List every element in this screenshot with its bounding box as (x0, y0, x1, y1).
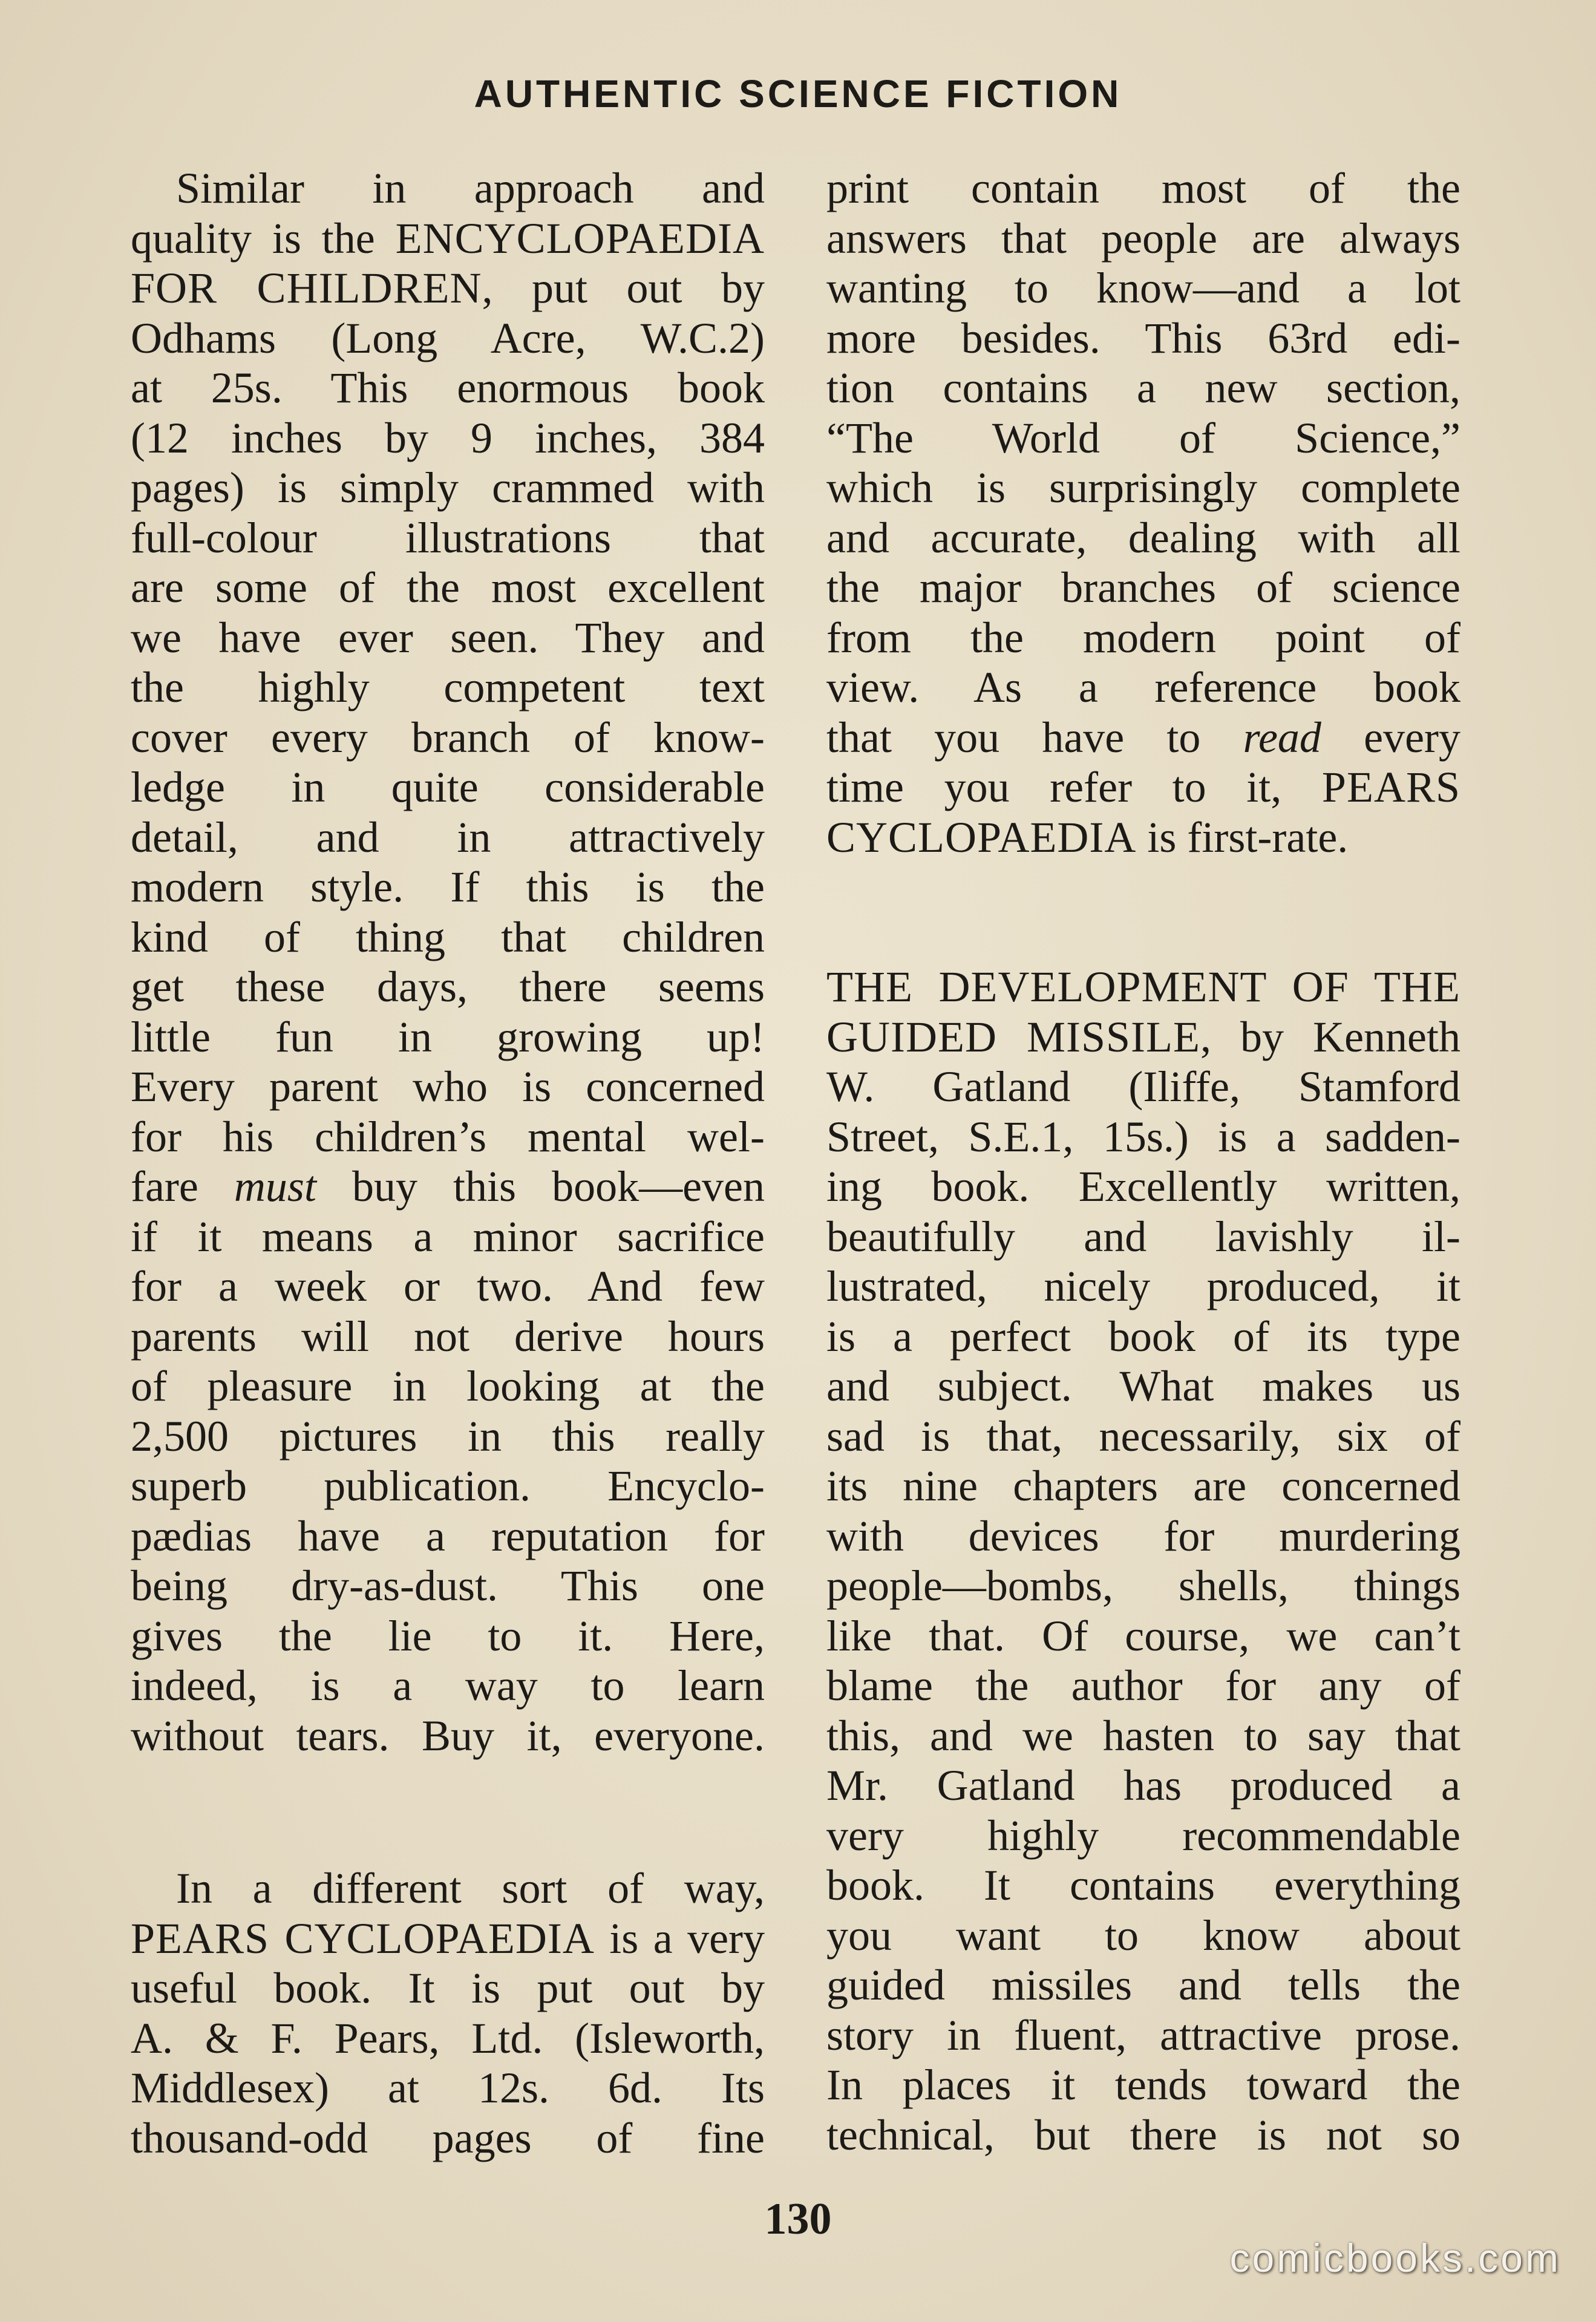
text-line: Mr. Gatland has produced a (826, 1761, 1460, 1810)
book-title: CYCLOPAEDIA (826, 813, 1137, 862)
text-line: technical, but there is not so (826, 2110, 1460, 2159)
text-line: time you refer to it, PEARS (826, 763, 1461, 811)
book-title: THE DEVELOPMENT OF THE (826, 963, 1460, 1011)
book-title: FOR CHILDREN (131, 264, 482, 312)
text-line: Every parent who is concerned (131, 1062, 765, 1111)
text-line: gives the lie to it. Here, (131, 1611, 765, 1660)
text-line: is a perfect book of its type (826, 1312, 1460, 1361)
text-line: (12 inches by 9 inches, 384 (131, 413, 765, 462)
text-line: kind of thing that children (131, 912, 765, 961)
text-line: print contain most of the (826, 164, 1460, 212)
text-line: pædias have a reputation for (131, 1511, 765, 1560)
text-line: Middlesex) at 12s. 6d. Its (131, 2064, 765, 2112)
emphasis: read (1243, 713, 1321, 762)
text-line: A. & F. Pears, Ltd. (Isleworth, (131, 2013, 765, 2062)
text-line: quality is the ENCYCLOPAEDIA (131, 214, 765, 263)
text-line: we have ever seen. They and (131, 613, 765, 662)
text-line: this, and we hasten to say that (826, 1711, 1460, 1760)
text-line: little fun in growing up! (131, 1012, 765, 1061)
text-line: of pleasure in looking at the (131, 1362, 765, 1410)
text-line: if it means a minor sacrifice (131, 1212, 765, 1261)
text-line: lustrated, nicely produced, it (826, 1262, 1460, 1310)
text-line: CYCLOPAEDIA is first-rate. (826, 813, 1349, 862)
running-head: AUTHENTIC SCIENCE FICTION (474, 72, 1122, 116)
text-line: more besides. This 63rd edi- (826, 313, 1460, 362)
text-line: Odhams (Long Acre, W.C.2) (131, 313, 765, 362)
text-line: W. Gatland (Iliffe, Stamford (826, 1062, 1460, 1111)
text-line: story in fluent, attractive prose. (826, 2010, 1460, 2059)
text-line: FOR CHILDREN, put out by (131, 264, 765, 312)
text-line: without tears. Buy it, everyone. (131, 1711, 765, 1760)
text-line: indeed, is a way to learn (131, 1661, 765, 1710)
text-line: thousand-odd pages of fine (131, 2113, 765, 2162)
text-line: full-colour illustrations that (131, 513, 765, 562)
text-line: from the modern point of (826, 613, 1460, 662)
text-line: useful book. It is put out by (131, 1964, 765, 2012)
text-line: blame the author for any of (826, 1661, 1460, 1710)
book-title: ENCYCLOPAEDIA (395, 214, 765, 263)
text-line: are some of the most excellent (131, 563, 765, 612)
text-line: like that. Of course, we can’t (826, 1611, 1460, 1660)
text-line: the major branches of science (826, 563, 1460, 612)
text-line: the highly competent text (131, 663, 765, 711)
book-title: GUIDED MISSILE (826, 1012, 1200, 1061)
text-line: detail, and in attractively (131, 813, 765, 862)
text-line (826, 962, 1460, 1012)
text-line: people—bombs, shells, things (826, 1562, 1460, 1610)
text-line: for his children’s mental wel- (131, 1112, 765, 1161)
text-line: for a week or two. And few (131, 1262, 765, 1310)
text-line: fare must buy this book—even (131, 1162, 765, 1211)
text-line: ledge in quite considerable (131, 763, 765, 811)
text-line: guided missiles and tells the (826, 1961, 1460, 2009)
text-line: cover every branch of know- (131, 713, 765, 762)
text-line: PEARS CYCLOPAEDIA is a very (131, 1914, 765, 1963)
text-line: that you have to read every (826, 713, 1461, 762)
text-line: tion contains a new section, (826, 364, 1460, 412)
text-line: GUIDED MISSILE, by Kenneth (826, 1012, 1460, 1061)
text-line: “The World of Science,” (826, 413, 1460, 462)
text-line: Similar in approach and (176, 164, 765, 212)
text-line: at 25s. This enormous book (131, 364, 765, 412)
text-line: its nine chapters are concerned (826, 1462, 1460, 1510)
text-line: with devices for murdering (826, 1511, 1460, 1560)
text-line: answers that people are always (826, 214, 1460, 263)
text-line: ing book. Excellently written, (826, 1162, 1460, 1211)
text-line: very highly recommendable (826, 1811, 1460, 1860)
text-line: In places it tends toward the (826, 2061, 1460, 2109)
left-column (131, 163, 765, 2163)
book-title: PEARS (1321, 763, 1461, 811)
book-title: PEARS CYCLOPAEDIA (131, 1914, 595, 1963)
text-line: beautifully and lavishly il- (826, 1212, 1460, 1261)
text-line: In a different sort of way, (176, 1864, 765, 1912)
text-line: superb publication. Encyclo- (131, 1462, 765, 1510)
text-line: parents will not derive hours (131, 1312, 765, 1361)
text-line: wanting to know—and a lot (826, 264, 1460, 312)
text-line: sad is that, necessarily, six of (826, 1411, 1460, 1460)
text-line: you want to know about (826, 1911, 1460, 1960)
watermark: comicbooks.com (1229, 2235, 1561, 2280)
text-line: get these days, there seems (131, 963, 765, 1011)
text-line: pages) is simply crammed with (131, 463, 765, 512)
text-line: modern style. If this is the (131, 863, 765, 911)
text-line: which is surprisingly complete (826, 463, 1460, 512)
text-line: and accurate, dealing with all (826, 513, 1460, 562)
text-line: 2,500 pictures in this really (131, 1411, 765, 1460)
text-line: book. It contains everything (826, 1861, 1460, 1909)
text-line: Street, S.E.1, 15s.) is a sadden- (826, 1112, 1460, 1161)
text-line: being dry-as-dust. This one (131, 1562, 765, 1610)
emphasis: must (234, 1162, 316, 1211)
paragraph-gap (131, 1761, 765, 1863)
paragraph-gap (826, 862, 1460, 962)
text-line: view. As a reference book (826, 663, 1460, 711)
text-line: and subject. What makes us (826, 1362, 1460, 1410)
page-number: 130 (764, 2194, 832, 2244)
right-column (826, 163, 1460, 2160)
